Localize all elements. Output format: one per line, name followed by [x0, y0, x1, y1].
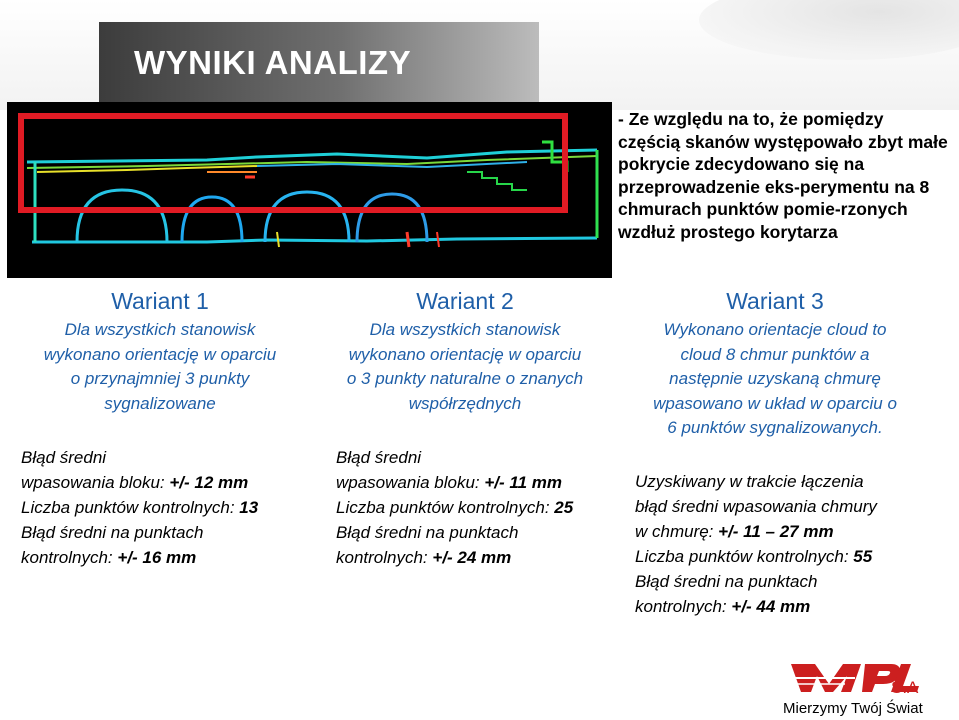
stat-line: Błąd średni na punktach: [336, 523, 519, 542]
stat-line: błąd średni wpasowania chmury: [635, 497, 877, 516]
desc-line: wpasowano w układ w oparciu o: [653, 393, 897, 413]
variant-3-stats: [635, 469, 945, 619]
variant-2-stats: [336, 445, 626, 570]
variant-description: [630, 318, 920, 441]
stat-line: Błąd średni: [336, 448, 422, 467]
desc-line: cloud 8 chmur punktów a: [680, 344, 870, 364]
variant-3: [630, 288, 920, 441]
stat-line: wpasowania bloku: +/- 12 mm: [21, 473, 249, 492]
mpl-logo-icon: [785, 658, 950, 698]
desc-line: Dla wszystkich stanowisk: [64, 320, 256, 339]
logo-tagline: Mierzymy Twój Świat: [783, 700, 923, 717]
variant-1: [20, 288, 300, 416]
variant-2: [330, 288, 600, 416]
stat-line: Błąd średni: [21, 448, 107, 467]
logo-suffix: S.A: [891, 678, 919, 697]
stat-line: wpasowania bloku: +/- 11 mm: [336, 473, 563, 492]
variant-description: [330, 318, 600, 416]
variant-title: Wariant 2: [416, 288, 514, 314]
desc-line: sygnalizowane: [104, 393, 216, 413]
point-cloud-scan-image: [7, 102, 612, 278]
stat-line: Liczba punktów kontrolnych: 25: [336, 498, 574, 517]
desc-line: Wykonano orientacje cloud to: [663, 320, 887, 339]
corridor-scan-graphic: [7, 102, 612, 278]
intro-text: - Ze względu na to, że pomiędzy częścią skanów występowało zbyt małe pokrycie zdecydowano się na przeprowadzenie eks-perymentu na 8 chmurach punktów pomie-rzonych wzdłuż prostego korytarza: [618, 109, 948, 242]
stat-line: Liczba punktów kontrolnych: 55: [635, 547, 873, 566]
stat-line: Błąd średni na punktach: [21, 523, 204, 542]
desc-line: wykonano orientację w oparciu: [348, 344, 582, 364]
desc-line: o przynajmniej 3 punkty: [70, 369, 250, 388]
variant-description: [20, 318, 300, 416]
variant-title: Wariant 3: [726, 288, 824, 314]
stat-line: Błąd średni na punktach: [635, 572, 818, 591]
page-title: WYNIKI ANALIZY: [134, 44, 412, 81]
desc-line: o 3 punkty naturalne o znanych: [346, 369, 584, 388]
desc-line: 6 punktów sygnalizowanych.: [667, 418, 883, 437]
variant-title: Wariant 1: [111, 288, 209, 314]
stat-line: kontrolnych: +/- 24 mm: [336, 548, 512, 567]
stat-line: Liczba punktów kontrolnych: 13: [21, 498, 259, 517]
desc-line: współrzędnych: [408, 393, 522, 413]
stat-line: Uzyskiwany w trakcie łączenia: [635, 472, 864, 491]
desc-line: następnie uzyskaną chmurę: [669, 369, 881, 388]
stat-line: kontrolnych: +/- 16 mm: [21, 548, 197, 567]
desc-line: wykonano orientację w oparciu: [43, 344, 277, 364]
desc-line: Dla wszystkich stanowisk: [369, 320, 561, 339]
stat-line: kontrolnych: +/- 44 mm: [635, 597, 811, 616]
variant-1-stats: [21, 445, 321, 570]
stat-line: w chmurę: +/- 11 – 27 mm: [635, 522, 834, 541]
